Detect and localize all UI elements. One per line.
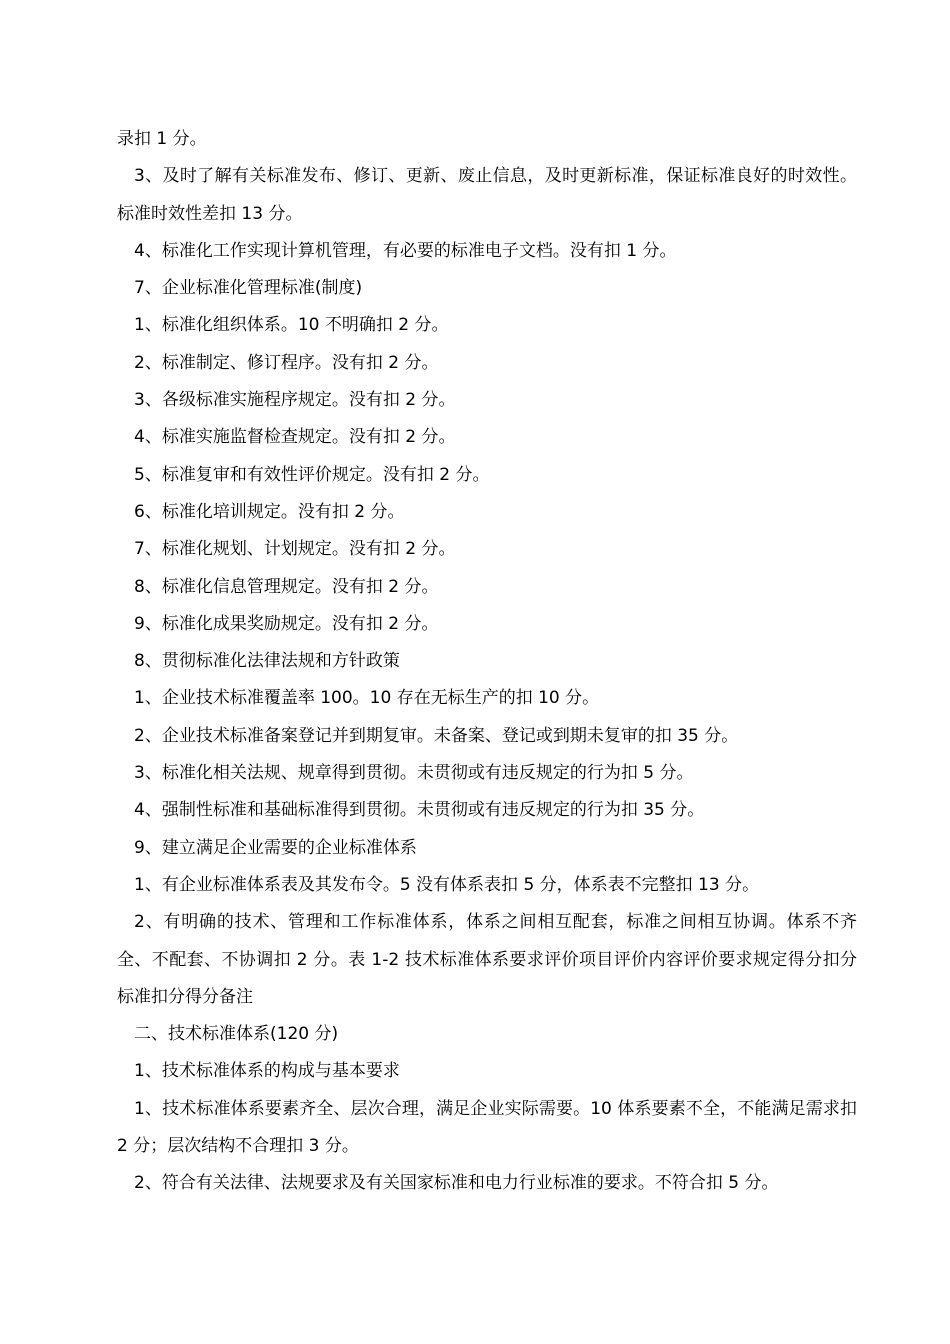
paragraph: 2、符合有关法律、法规要求及有关国家标准和电力行业标准的要求。不符合扣 5 分。 bbox=[134, 1173, 779, 1194]
paragraph: 8、标准化信息管理规定。没有扣 2 分。 bbox=[134, 576, 439, 597]
paragraph: 5、标准复审和有效性评价规定。没有扣 2 分。 bbox=[134, 464, 490, 485]
document-body bbox=[117, 121, 857, 1203]
paragraph: 3、及时了解有关标准发布、修订、更新、废止信息，及时更新标准，保证标准良好的时效性。标准时效性差扣 13 分。 bbox=[117, 166, 857, 224]
section-heading: 9、建立满足企业需要的企业标准体系 bbox=[134, 837, 417, 858]
paragraph: 1、企业技术标准覆盖率 100。10 存在无标生产的扣 10 分。 bbox=[134, 688, 600, 709]
paragraph: 1、有企业标准体系表及其发布令。5 没有体系表扣 5 分，体系表不完整扣 13 分。 bbox=[134, 874, 760, 895]
paragraph: 1、标准化组织体系。10 不明确扣 2 分。 bbox=[134, 315, 449, 336]
paragraph: 3、各级标准实施程序规定。没有扣 2 分。 bbox=[134, 390, 456, 411]
section-heading: 8、贯彻标准化法律法规和方针政策 bbox=[134, 651, 400, 672]
paragraph: 3、标准化相关法规、规章得到贯彻。未贯彻或有违反规定的行为扣 5 分。 bbox=[134, 763, 694, 784]
section-heading: 7、企业标准化管理标准(制度) bbox=[134, 278, 363, 299]
paragraph: 4、强制性标准和基础标准得到贯彻。未贯彻或有违反规定的行为扣 35 分。 bbox=[134, 800, 705, 821]
paragraph: 2、标准制定、修订程序。没有扣 2 分。 bbox=[134, 352, 439, 373]
paragraph: 2、企业技术标准备案登记并到期复审。未备案、登记或到期未复审的扣 35 分。 bbox=[134, 725, 739, 746]
paragraph: 1、技术标准体系要素齐全、层次合理，满足企业实际需要。10 体系要素不全，不能满足需求扣 2 分；层次结构不合理扣 3 分。 bbox=[117, 1098, 857, 1157]
paragraph: 4、标准化工作实现计算机管理，有必要的标准电子文档。没有扣 1 分。 bbox=[134, 240, 677, 261]
paragraph: 录扣 1 分。 bbox=[117, 129, 207, 149]
paragraph: 9、标准化成果奖励规定。没有扣 2 分。 bbox=[134, 613, 439, 634]
paragraph: 2、有明确的技术、管理和工作标准体系，体系之间相互配套，标准之间相互协调。体系不齐全、不配套、不协调扣 2 分。表 1-2 技术标准体系要求评价项目评价内容评价要求规定得分扣分标准扣分得分备注 bbox=[117, 912, 857, 1007]
section-heading: 二、技术标准体系(120 分) bbox=[134, 1024, 339, 1045]
paragraph: 7、标准化规划、计划规定。没有扣 2 分。 bbox=[134, 539, 456, 560]
paragraph: 4、标准实施监督检查规定。没有扣 2 分。 bbox=[134, 427, 456, 448]
paragraph: 6、标准化培训规定。没有扣 2 分。 bbox=[134, 501, 405, 522]
section-heading: 1、技术标准体系的构成与基本要求 bbox=[134, 1061, 400, 1082]
